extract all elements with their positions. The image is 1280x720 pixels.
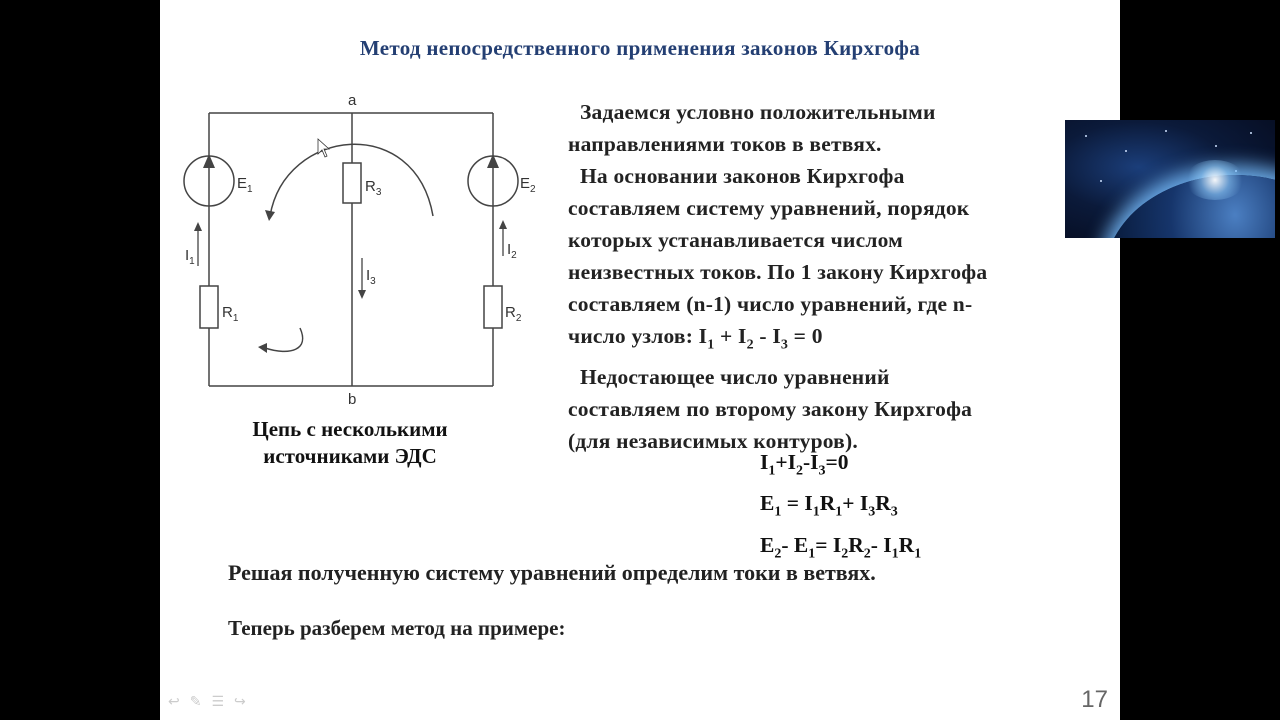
para-line: неизвестных токов. По 1 закону Кирхгофа	[568, 260, 988, 284]
resistor-r2	[484, 286, 502, 328]
pen-icon[interactable]: ✎	[189, 694, 202, 710]
r1-sub: 1	[232, 313, 239, 324]
e2-sub: 2	[530, 184, 536, 195]
e1-sub: 1	[247, 184, 253, 195]
menu-icon[interactable]: ☰	[211, 694, 225, 710]
r2-sub: 2	[515, 313, 522, 324]
r1-label: R	[222, 304, 233, 321]
para-line: (для независимых контуров).	[568, 429, 858, 454]
equation-system	[760, 446, 921, 570]
e1-label: E	[237, 175, 248, 192]
svg-text:E2	[520, 175, 536, 195]
para-node-equation: число узлов: $I_1 + I_2 - I_3 = 0$	[568, 324, 823, 353]
caption-line-2: источниками ЭДС	[263, 444, 437, 468]
slide-nav-bar	[168, 694, 246, 710]
page-number: 17	[1081, 686, 1108, 713]
para-line: Задаемся условно положительными	[580, 100, 936, 124]
i2-label: I	[507, 241, 512, 258]
earth-image	[1065, 120, 1275, 238]
e2-label: E	[520, 175, 531, 192]
caption-line-1: Цепь с несколькими	[252, 417, 448, 441]
slide	[160, 0, 1120, 720]
description-text	[568, 96, 1088, 457]
i1-sub: 1	[189, 256, 195, 267]
svg-text:R2	[505, 304, 522, 324]
resistor-r1	[200, 286, 218, 328]
equation-2: $E_1 = I_1R_1+ I_3R_3$	[760, 491, 898, 520]
para-line: составляем по второму закону Кирхгофа	[568, 397, 973, 422]
i2-sub: 2	[511, 250, 517, 261]
r3-sub: 3	[375, 187, 382, 198]
para-line: составляем систему уравнений, порядок	[568, 196, 970, 220]
i1-label: I	[185, 247, 190, 264]
example-text: Теперь разберем метод на примере:	[228, 616, 566, 640]
loop-arc-2	[265, 328, 303, 351]
equation-3: $E_2-$ $E_1= I_2R_2-$ $I_1R_1$	[760, 532, 922, 561]
i3-label: I	[366, 267, 371, 284]
prev-icon[interactable]: ↩	[168, 694, 180, 710]
svg-text:I3	[366, 267, 376, 287]
svg-text:E1	[237, 175, 253, 195]
resistor-r3	[343, 163, 361, 203]
solve-text: Решая полученную систему уравнений определим токи в ветвях.	[228, 560, 876, 585]
r3-label: R	[365, 178, 376, 195]
slide-title: Метод непосредственного применения законов Кирхгофа	[359, 36, 921, 60]
circuit-caption	[220, 416, 480, 470]
node-b-label: b	[348, 391, 357, 408]
next-icon[interactable]: ↪	[234, 694, 246, 710]
para-line: Недостающее число уравнений	[580, 365, 890, 390]
para-line: направлениями токов в ветвях.	[568, 132, 882, 156]
cursor-icon	[318, 139, 329, 157]
equation-1: $I_1+I_2-I_3=0$	[760, 450, 849, 479]
svg-text:I1	[185, 247, 195, 267]
r2-label: R	[505, 304, 516, 321]
svg-text:R1	[222, 304, 239, 324]
svg-text:R3	[365, 178, 382, 198]
node-a-label: a	[348, 92, 357, 109]
svg-text:I2	[507, 241, 517, 261]
para-line: которых устанавливается числом	[568, 228, 903, 252]
circuit-diagram	[175, 88, 555, 408]
para-line: составляем (n-1) число уравнений, где n-	[568, 292, 973, 316]
para-line: На основании законов Кирхгофа	[580, 164, 905, 188]
i3-sub: 3	[370, 276, 376, 287]
